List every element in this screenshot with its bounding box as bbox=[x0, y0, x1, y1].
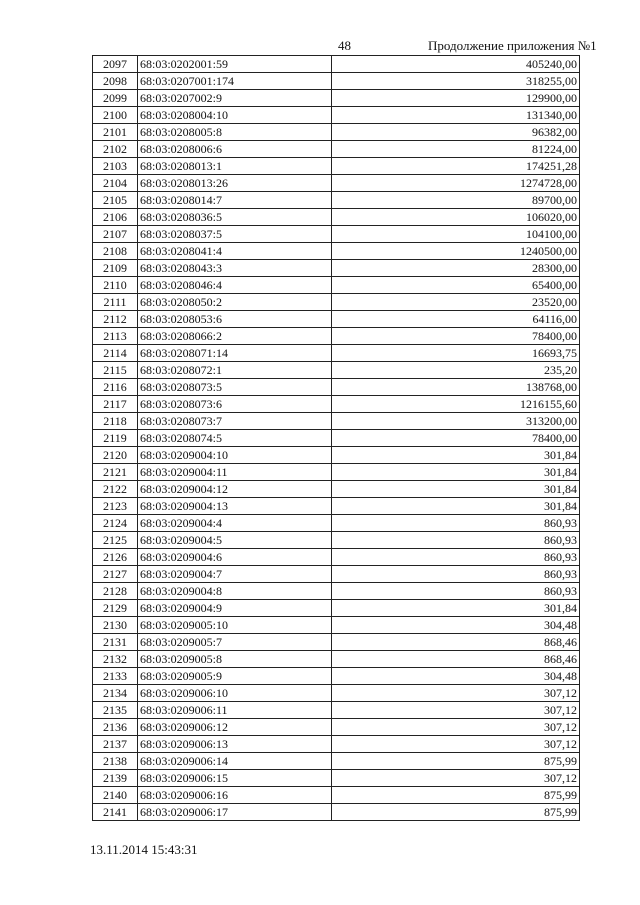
row-number-cell: 2139 bbox=[93, 770, 138, 787]
cadastral-value-cell: 23520,00 bbox=[332, 294, 580, 311]
table-row bbox=[93, 277, 580, 294]
row-number-cell: 2112 bbox=[93, 311, 138, 328]
cadastral-number-cell: 68:03:0208041:4 bbox=[138, 243, 332, 260]
table-row bbox=[93, 192, 580, 209]
table-row bbox=[93, 311, 580, 328]
cadastral-number-cell: 68:03:0209006:12 bbox=[138, 719, 332, 736]
page-caption: Продолжение приложения №1 bbox=[428, 38, 597, 53]
table-row bbox=[93, 668, 580, 685]
table-row bbox=[93, 73, 580, 90]
cadastral-value-cell: 307,12 bbox=[332, 685, 580, 702]
row-number-cell: 2130 bbox=[93, 617, 138, 634]
cadastral-number-cell: 68:03:0209004:6 bbox=[138, 549, 332, 566]
cadastral-number-cell: 68:03:0208074:5 bbox=[138, 430, 332, 447]
cadastral-number-cell: 68:03:0208073:7 bbox=[138, 413, 332, 430]
table-row bbox=[93, 294, 580, 311]
cadastral-value-cell: 313200,00 bbox=[332, 413, 580, 430]
cadastral-number-cell: 68:03:0208043:3 bbox=[138, 260, 332, 277]
cadastral-number-cell: 68:03:0209005:9 bbox=[138, 668, 332, 685]
cadastral-number-cell: 68:03:0208036:5 bbox=[138, 209, 332, 226]
row-number-cell: 2134 bbox=[93, 685, 138, 702]
table-row bbox=[93, 634, 580, 651]
table-row bbox=[93, 90, 580, 107]
table-row bbox=[93, 158, 580, 175]
table-row bbox=[93, 447, 580, 464]
cadastral-number-cell: 68:03:0208037:5 bbox=[138, 226, 332, 243]
cadastral-value-cell: 65400,00 bbox=[332, 277, 580, 294]
cadastral-value-cell: 405240,00 bbox=[332, 56, 580, 73]
table-row bbox=[93, 107, 580, 124]
row-number-cell: 2111 bbox=[93, 294, 138, 311]
row-number-cell: 2140 bbox=[93, 787, 138, 804]
row-number-cell: 2131 bbox=[93, 634, 138, 651]
cadastral-number-cell: 68:03:0209005:8 bbox=[138, 651, 332, 668]
table-row bbox=[93, 260, 580, 277]
cadastral-number-cell: 68:03:0209006:10 bbox=[138, 685, 332, 702]
cadastral-number-cell: 68:03:0209004:9 bbox=[138, 600, 332, 617]
table-row bbox=[93, 430, 580, 447]
row-number-cell: 2104 bbox=[93, 175, 138, 192]
row-number-cell: 2136 bbox=[93, 719, 138, 736]
table-row bbox=[93, 736, 580, 753]
table-row bbox=[93, 719, 580, 736]
table-row bbox=[93, 56, 580, 73]
row-number-cell: 2097 bbox=[93, 56, 138, 73]
cadastral-value-cell: 868,46 bbox=[332, 634, 580, 651]
cadastral-number-cell: 68:03:0208006:6 bbox=[138, 141, 332, 158]
row-number-cell: 2122 bbox=[93, 481, 138, 498]
cadastral-number-cell: 68:03:0208014:7 bbox=[138, 192, 332, 209]
cadastral-value-cell: 78400,00 bbox=[332, 328, 580, 345]
cadastral-value-cell: 301,84 bbox=[332, 600, 580, 617]
cadastral-value-cell: 64116,00 bbox=[332, 311, 580, 328]
cadastral-value-cell: 96382,00 bbox=[332, 124, 580, 141]
cadastral-value-cell: 868,46 bbox=[332, 651, 580, 668]
row-number-cell: 2118 bbox=[93, 413, 138, 430]
cadastral-number-cell: 68:03:0208046:4 bbox=[138, 277, 332, 294]
cadastral-value-cell: 860,93 bbox=[332, 532, 580, 549]
cadastral-number-cell: 68:03:0209004:4 bbox=[138, 515, 332, 532]
cadastral-value-cell: 131340,00 bbox=[332, 107, 580, 124]
cadastral-value-cell: 860,93 bbox=[332, 549, 580, 566]
row-number-cell: 2133 bbox=[93, 668, 138, 685]
row-number-cell: 2105 bbox=[93, 192, 138, 209]
cadastral-number-cell: 68:03:0209004:8 bbox=[138, 583, 332, 600]
cadastral-number-cell: 68:03:0208071:14 bbox=[138, 345, 332, 362]
row-number-cell: 2125 bbox=[93, 532, 138, 549]
cadastral-value-cell: 174251,28 bbox=[332, 158, 580, 175]
row-number-cell: 2117 bbox=[93, 396, 138, 413]
table-row bbox=[93, 549, 580, 566]
row-number-cell: 2137 bbox=[93, 736, 138, 753]
cadastral-number-cell: 68:03:0209004:10 bbox=[138, 447, 332, 464]
cadastral-number-cell: 68:03:0208013:1 bbox=[138, 158, 332, 175]
table-row bbox=[93, 770, 580, 787]
cadastral-value-cell: 28300,00 bbox=[332, 260, 580, 277]
row-number-cell: 2116 bbox=[93, 379, 138, 396]
table-row bbox=[93, 617, 580, 634]
row-number-cell: 2129 bbox=[93, 600, 138, 617]
cadastral-value-cell: 307,12 bbox=[332, 736, 580, 753]
cadastral-number-cell: 68:03:0208066:2 bbox=[138, 328, 332, 345]
cadastral-number-cell: 68:03:0208072:1 bbox=[138, 362, 332, 379]
cadastral-number-cell: 68:03:0208050:2 bbox=[138, 294, 332, 311]
cadastral-value-cell: 860,93 bbox=[332, 515, 580, 532]
row-number-cell: 2102 bbox=[93, 141, 138, 158]
cadastral-value-cell: 307,12 bbox=[332, 770, 580, 787]
row-number-cell: 2121 bbox=[93, 464, 138, 481]
table-row bbox=[93, 651, 580, 668]
cadastral-value-cell: 875,99 bbox=[332, 753, 580, 770]
cadastral-value-cell: 301,84 bbox=[332, 481, 580, 498]
cadastral-value-cell: 307,12 bbox=[332, 719, 580, 736]
cadastral-value-cell: 860,93 bbox=[332, 583, 580, 600]
cadastral-number-cell: 68:03:0209006:16 bbox=[138, 787, 332, 804]
cadastral-value-cell: 875,99 bbox=[332, 787, 580, 804]
cadastral-number-cell: 68:03:0208073:6 bbox=[138, 396, 332, 413]
cadastral-value-cell: 81224,00 bbox=[332, 141, 580, 158]
cadastral-number-cell: 68:03:0208073:5 bbox=[138, 379, 332, 396]
row-number-cell: 2124 bbox=[93, 515, 138, 532]
row-number-cell: 2127 bbox=[93, 566, 138, 583]
table-row bbox=[93, 532, 580, 549]
table-row bbox=[93, 583, 580, 600]
table-row bbox=[93, 379, 580, 396]
cadastral-value-cell: 860,93 bbox=[332, 566, 580, 583]
cadastral-number-cell: 68:03:0209004:11 bbox=[138, 464, 332, 481]
cadastral-number-cell: 68:03:0209005:7 bbox=[138, 634, 332, 651]
row-number-cell: 2141 bbox=[93, 804, 138, 821]
cadastral-value-cell: 78400,00 bbox=[332, 430, 580, 447]
row-number-cell: 2135 bbox=[93, 702, 138, 719]
table-row bbox=[93, 600, 580, 617]
cadastral-number-cell: 68:03:0209004:5 bbox=[138, 532, 332, 549]
cadastral-value-cell: 301,84 bbox=[332, 498, 580, 515]
row-number-cell: 2138 bbox=[93, 753, 138, 770]
table-body bbox=[93, 56, 580, 821]
table-row bbox=[93, 209, 580, 226]
cadastral-value-cell: 875,99 bbox=[332, 804, 580, 821]
row-number-cell: 2109 bbox=[93, 260, 138, 277]
cadastral-value-cell: 129900,00 bbox=[332, 90, 580, 107]
row-number-cell: 2113 bbox=[93, 328, 138, 345]
cadastral-value-cell: 304,48 bbox=[332, 668, 580, 685]
cadastral-value-cell: 1216155,60 bbox=[332, 396, 580, 413]
row-number-cell: 2107 bbox=[93, 226, 138, 243]
cadastral-number-cell: 68:03:0209004:13 bbox=[138, 498, 332, 515]
cadastral-number-cell: 68:03:0209006:13 bbox=[138, 736, 332, 753]
row-number-cell: 2098 bbox=[93, 73, 138, 90]
table-row bbox=[93, 328, 580, 345]
cadastral-value-cell: 16693,75 bbox=[332, 345, 580, 362]
table-row bbox=[93, 243, 580, 260]
cadastral-number-cell: 68:03:0209006:14 bbox=[138, 753, 332, 770]
row-number-cell: 2106 bbox=[93, 209, 138, 226]
row-number-cell: 2108 bbox=[93, 243, 138, 260]
cadastral-number-cell: 68:03:0208013:26 bbox=[138, 175, 332, 192]
cadastral-value-cell: 138768,00 bbox=[332, 379, 580, 396]
cadastral-value-cell: 1274728,00 bbox=[332, 175, 580, 192]
table-row bbox=[93, 396, 580, 413]
table-row bbox=[93, 175, 580, 192]
cadastral-number-cell: 68:03:0207001:174 bbox=[138, 73, 332, 90]
cadastral-number-cell: 68:03:0208053:6 bbox=[138, 311, 332, 328]
row-number-cell: 2126 bbox=[93, 549, 138, 566]
table-row bbox=[93, 124, 580, 141]
cadastral-value-cell: 301,84 bbox=[332, 464, 580, 481]
table-row bbox=[93, 515, 580, 532]
table-row bbox=[93, 753, 580, 770]
table-row bbox=[93, 787, 580, 804]
cadastral-number-cell: 68:03:0207002:9 bbox=[138, 90, 332, 107]
table-row bbox=[93, 413, 580, 430]
cadastral-value-table bbox=[92, 55, 580, 821]
cadastral-value-cell: 1240500,00 bbox=[332, 243, 580, 260]
row-number-cell: 2123 bbox=[93, 498, 138, 515]
row-number-cell: 2119 bbox=[93, 430, 138, 447]
cadastral-number-cell: 68:03:0209006:15 bbox=[138, 770, 332, 787]
cadastral-value-cell: 106020,00 bbox=[332, 209, 580, 226]
cadastral-number-cell: 68:03:0209006:17 bbox=[138, 804, 332, 821]
cadastral-number-cell: 68:03:0209004:7 bbox=[138, 566, 332, 583]
table-row bbox=[93, 464, 580, 481]
row-number-cell: 2120 bbox=[93, 447, 138, 464]
cadastral-number-cell: 68:03:0209004:12 bbox=[138, 481, 332, 498]
row-number-cell: 2132 bbox=[93, 651, 138, 668]
row-number-cell: 2115 bbox=[93, 362, 138, 379]
row-number-cell: 2110 bbox=[93, 277, 138, 294]
table-row bbox=[93, 481, 580, 498]
row-number-cell: 2114 bbox=[93, 345, 138, 362]
cadastral-value-cell: 235,20 bbox=[332, 362, 580, 379]
table-row bbox=[93, 362, 580, 379]
cadastral-number-cell: 68:03:0202001:59 bbox=[138, 56, 332, 73]
cadastral-number-cell: 68:03:0208005:8 bbox=[138, 124, 332, 141]
table-row bbox=[93, 141, 580, 158]
cadastral-value-cell: 304,48 bbox=[332, 617, 580, 634]
row-number-cell: 2128 bbox=[93, 583, 138, 600]
print-timestamp: 13.11.2014 15:43:31 bbox=[90, 842, 198, 857]
table-row bbox=[93, 226, 580, 243]
table-row bbox=[93, 685, 580, 702]
row-number-cell: 2100 bbox=[93, 107, 138, 124]
table-row bbox=[93, 702, 580, 719]
cadastral-value-cell: 307,12 bbox=[332, 702, 580, 719]
row-number-cell: 2099 bbox=[93, 90, 138, 107]
cadastral-value-cell: 104100,00 bbox=[332, 226, 580, 243]
table-row bbox=[93, 804, 580, 821]
cadastral-value-cell: 89700,00 bbox=[332, 192, 580, 209]
cadastral-number-cell: 68:03:0209006:11 bbox=[138, 702, 332, 719]
cadastral-number-cell: 68:03:0209005:10 bbox=[138, 617, 332, 634]
cadastral-value-cell: 318255,00 bbox=[332, 73, 580, 90]
table-row bbox=[93, 345, 580, 362]
table-row bbox=[93, 498, 580, 515]
row-number-cell: 2103 bbox=[93, 158, 138, 175]
row-number-cell: 2101 bbox=[93, 124, 138, 141]
table-row bbox=[93, 566, 580, 583]
cadastral-number-cell: 68:03:0208004:10 bbox=[138, 107, 332, 124]
page-number: 48 bbox=[338, 38, 351, 53]
cadastral-value-cell: 301,84 bbox=[332, 447, 580, 464]
